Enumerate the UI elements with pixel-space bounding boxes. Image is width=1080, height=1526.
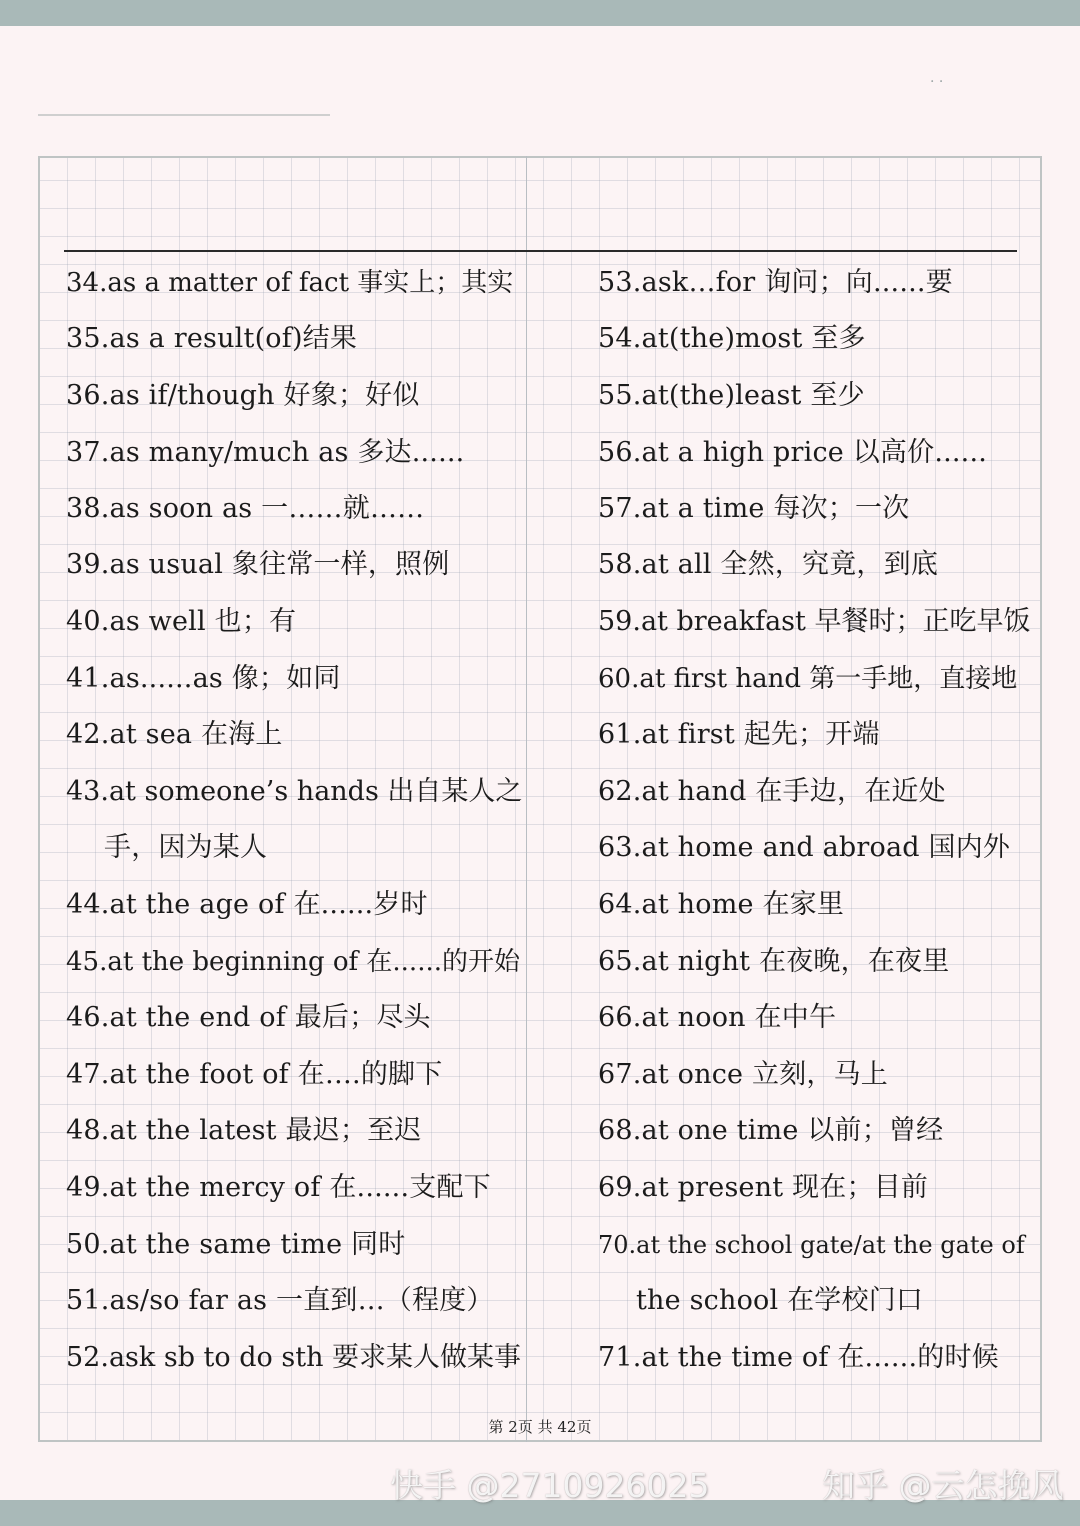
phrase-entry: 41.as......as 像；如同 xyxy=(66,663,341,694)
phrase-entry: 38.as soon as 一……就…… xyxy=(66,493,425,524)
phrase-entry: 56.at a high price 以高价...... xyxy=(598,437,988,468)
phrase-entry: 71.at the time of 在......的时候 xyxy=(598,1342,999,1373)
phrase-entry: 47.at the foot of 在….的脚下 xyxy=(66,1059,443,1090)
phrase-entry: 70.at the school gate/at the gate of xyxy=(598,1231,1025,1259)
phrase-entry: 35.as a result(of)结果 xyxy=(66,323,358,354)
phrase-entry-continuation: the school 在学校门口 xyxy=(636,1285,924,1316)
phrase-entry: 60.at first hand 第一手地，直接地 xyxy=(598,664,1018,694)
phrase-entry: 45.at the beginning of 在......的开始 xyxy=(66,947,520,977)
phrase-entry: 40.as well 也；有 xyxy=(66,606,297,637)
phrase-entry: 39.as usual 象往常一样，照例 xyxy=(66,549,450,580)
header-short-rule xyxy=(38,114,330,116)
phrase-entry: 65.at night 在夜晚，在夜里 xyxy=(598,946,950,977)
phrase-entry: 36.as if/though 好象；好似 xyxy=(66,380,420,411)
phrase-entry: 59.at breakfast 早餐时；正吃早饭 xyxy=(598,606,1031,637)
phrase-entry-continuation: 手，因为某人 xyxy=(104,832,268,863)
phrase-entry: 67.at once 立刻，马上 xyxy=(598,1059,888,1090)
phrase-entry: 50.at the same time 同时 xyxy=(66,1229,406,1260)
phrase-entry: 62.at hand 在手边，在近处 xyxy=(598,776,946,807)
phrase-entry: 54.at(the)most 至多 xyxy=(598,323,866,354)
header-rule xyxy=(64,250,1017,252)
phrase-entry: 61.at first 起先；开端 xyxy=(598,719,880,750)
phrase-entry: 66.at noon 在中午 xyxy=(598,1002,837,1033)
phrase-entry: 63.at home and abroad 国内外 xyxy=(598,832,1011,863)
phrase-entry: 55.at(the)least 至少 xyxy=(598,380,865,411)
phrase-entry: 34.as a matter of fact 事实上；其实 xyxy=(66,268,514,298)
phrase-entry: 51.as/so far as 一直到…（程度） xyxy=(66,1285,494,1316)
phrase-entry: 49.at the mercy of 在......支配下 xyxy=(66,1172,491,1203)
column-divider xyxy=(526,156,527,1442)
phrase-entry: 58.at all 全然，究竟，到底 xyxy=(598,549,939,580)
phrase-entry: 69.at present 现在；目前 xyxy=(598,1172,929,1203)
decor-dots: · · xyxy=(930,74,944,90)
phrase-entry: 37.as many/much as 多达...... xyxy=(66,437,465,468)
watermark-kuaishou: 快手 @2710926025 xyxy=(390,1466,710,1505)
phrase-entry: 48.at the latest 最迟；至迟 xyxy=(66,1115,422,1146)
phrase-entry: 44.at the age of 在......岁时 xyxy=(66,889,428,920)
phrase-entry: 64.at home 在家里 xyxy=(598,889,845,920)
watermark-zhihu: 知乎 @云怎挽风 xyxy=(822,1466,1064,1505)
phrase-entry: 68.at one time 以前；曾经 xyxy=(598,1115,944,1146)
phrase-entry: 43.at someone’s hands 出自某人之 xyxy=(66,776,523,807)
phrase-entry: 52.ask sb to do sth 要求某人做某事 xyxy=(66,1342,522,1373)
phrase-entry: 57.at a time 每次；一次 xyxy=(598,493,910,524)
phrase-entry: 53.ask…for 询问；向......要 xyxy=(598,267,953,298)
page-number: 第 2页 共 42页 xyxy=(488,1418,592,1436)
phrase-entry: 42.at sea 在海上 xyxy=(66,719,283,750)
phrase-entry: 46.at the end of 最后；尽头 xyxy=(66,1002,431,1033)
